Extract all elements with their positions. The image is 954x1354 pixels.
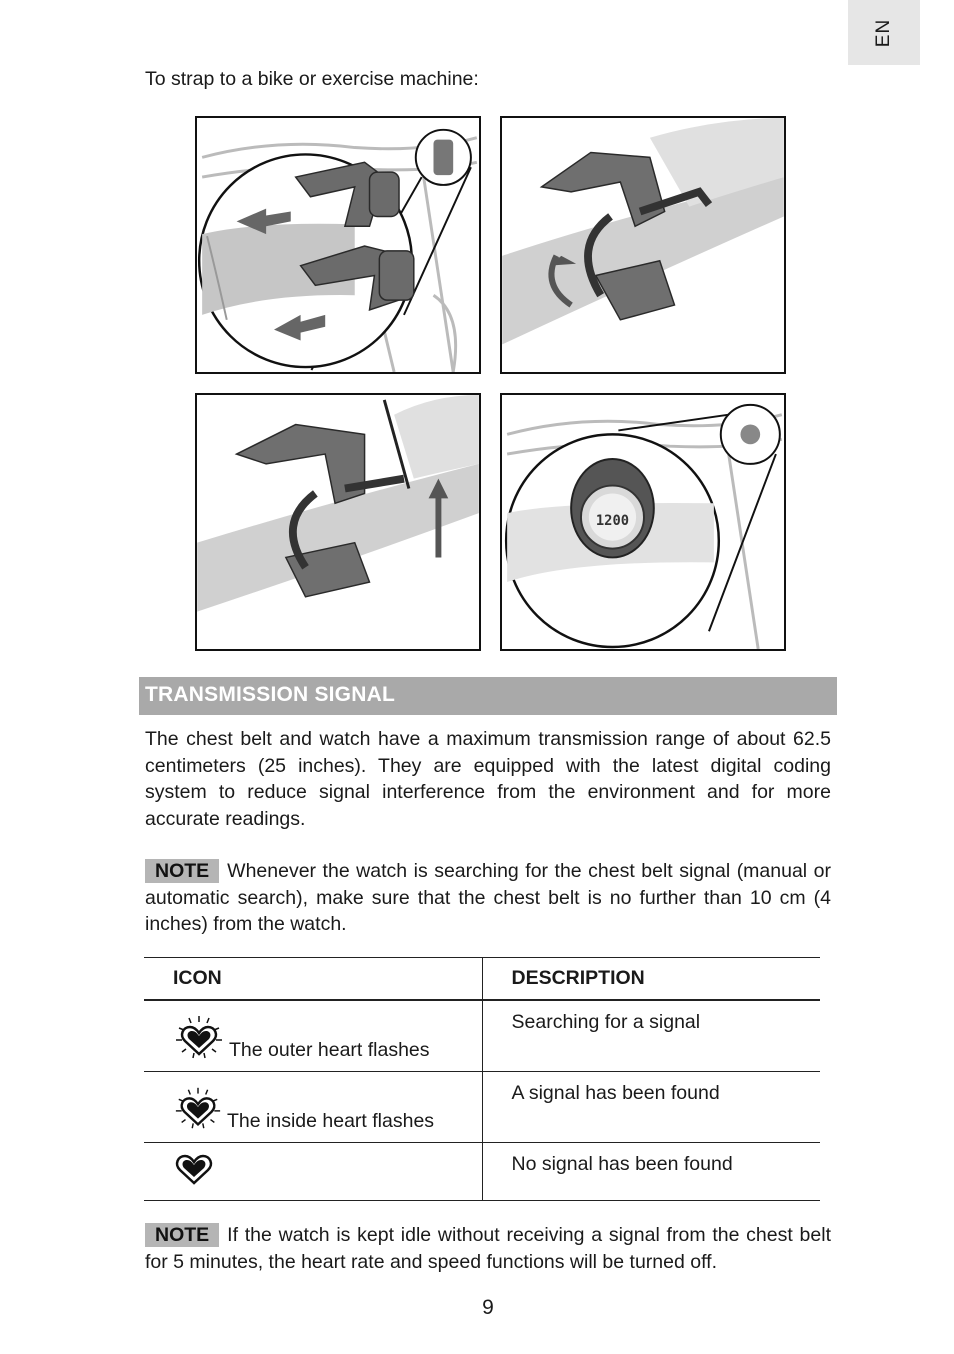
icon-description-label: The outer heart flashes: [229, 1038, 430, 1061]
table-row: [144, 1071, 820, 1142]
icon-description-label: The inside heart flashes: [227, 1109, 435, 1132]
heart-outer-flash-icon: [173, 1014, 225, 1060]
note-idle: [145, 1222, 831, 1275]
strap-tighten-illustration: [197, 395, 479, 649]
heart-inner-flash-icon: [173, 1085, 223, 1131]
table-cell-icon: [144, 1142, 482, 1200]
table-header-icon: ICON: [144, 958, 482, 1000]
note-range: [145, 858, 831, 938]
language-tab-label: EN: [873, 18, 894, 47]
illustration-step-2: [500, 116, 786, 374]
strap-wrap-illustration: [502, 118, 784, 372]
intro-text: To strap to a bike or exercise machine:: [145, 68, 479, 90]
table-cell-description: No signal has been found: [511, 1152, 733, 1175]
strap-open-illustration: [197, 118, 479, 372]
illustration-step-3: [195, 393, 481, 651]
signal-icon-table: [144, 957, 820, 1201]
table-header-description: DESCRIPTION: [511, 967, 645, 989]
language-tab: [848, 0, 920, 65]
note-badge: NOTE: [145, 859, 219, 883]
transmission-paragraph: The chest belt and watch have a maximum transmission range of about 62.5 centimeters (25 inches). They are equipped with the latest digital coding system to reduce signal interference from the environment and for more accurate readings.: [145, 728, 831, 830]
page-number: 9: [482, 1296, 494, 1319]
heart-static-icon: [173, 1151, 215, 1187]
watch-mounted-illustration: [502, 395, 784, 649]
table-row: [144, 1000, 820, 1072]
section-header: [139, 677, 837, 715]
section-title: TRANSMISSION SIGNAL: [145, 683, 395, 706]
note-badge: NOTE: [145, 1223, 219, 1247]
table-cell-icon: [144, 1071, 482, 1142]
illustration-step-4: [500, 393, 786, 651]
table-cell-description: A signal has been found: [511, 1081, 720, 1104]
table-header-row: [144, 958, 820, 1000]
note-text: Whenever the watch is searching for the chest belt signal (manual or automatic search), make sure that the chest belt is no further than 10 cm (4 inches) from the watch.: [145, 860, 831, 936]
illustration-step-1: [195, 116, 481, 374]
table-cell-icon: [144, 1000, 482, 1072]
table-row: [144, 1142, 820, 1200]
note-text: If the watch is kept idle without receiving a signal from the chest belt for 5 minutes, the heart rate and speed functions will be turned off.: [145, 1224, 831, 1273]
watch-display: 1200: [595, 512, 630, 529]
table-cell-description: Searching for a signal: [511, 1010, 701, 1033]
